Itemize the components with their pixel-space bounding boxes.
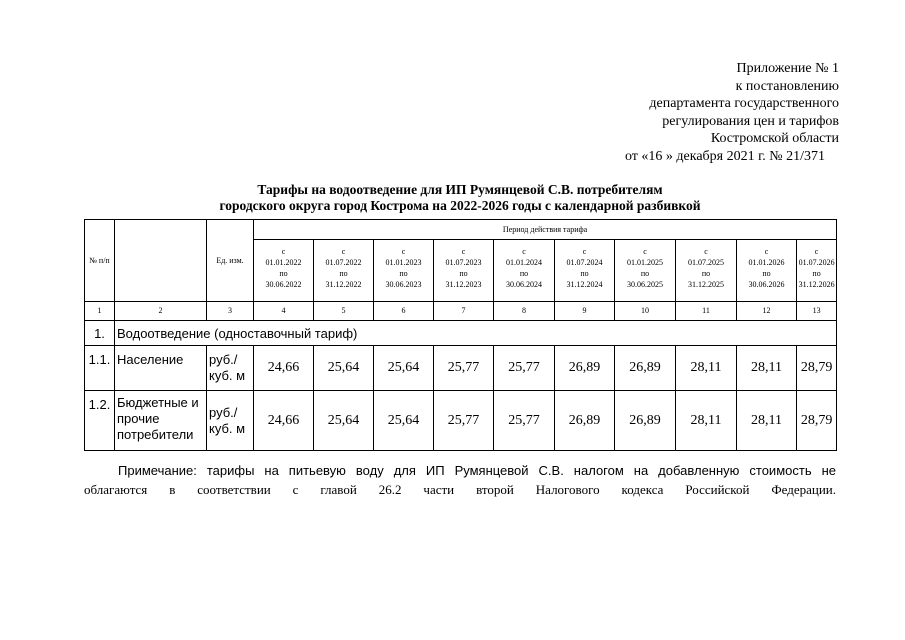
- period-cell: с 01.07.2022 по 31.12.2022: [314, 240, 374, 302]
- tariff-value: 26,89: [555, 346, 615, 391]
- column-number: 6: [374, 302, 434, 321]
- period-cell: с 01.07.2026 по 31.12.2026: [797, 240, 837, 302]
- tariff-value: 25,77: [434, 346, 494, 391]
- column-number: 13: [797, 302, 837, 321]
- period-cell: с 01.01.2026 по 30.06.2026: [737, 240, 797, 302]
- column-number: 2: [115, 302, 207, 321]
- tariff-value: 28,11: [737, 391, 797, 451]
- section-label: Водоотведение (одноставочный тариф): [115, 321, 837, 346]
- col-header-name: [115, 220, 207, 302]
- row-num: 1.1.: [85, 346, 115, 391]
- header-line: Приложение № 1: [736, 61, 839, 76]
- row-name: Бюджетные и прочие потребители: [115, 391, 207, 451]
- period-cell: с 01.07.2025 по 31.12.2025: [676, 240, 737, 302]
- header-line: от «16 » декабря 2021 г. № 21/371: [624, 148, 825, 164]
- column-number: 1: [85, 302, 115, 321]
- column-number-row: [85, 302, 837, 321]
- tariff-value: 25,77: [494, 391, 555, 451]
- period-cell: с 01.07.2024 по 31.12.2024: [555, 240, 615, 302]
- title-line-1: Тарифы на водоотведение для ИП Румянцевой С.В. потребителям: [257, 182, 663, 197]
- period-cell: с 01.01.2023 по 30.06.2023: [374, 240, 434, 302]
- table-row: [85, 391, 837, 451]
- note: [84, 461, 836, 499]
- tariff-value: 28,11: [676, 346, 737, 391]
- section-row: [85, 321, 837, 346]
- column-number: 12: [737, 302, 797, 321]
- tariff-value: 28,79: [797, 346, 837, 391]
- period-header: Период действия тарифа: [254, 220, 837, 240]
- tariff-value: 24,66: [254, 346, 314, 391]
- tariff-value: 25,77: [494, 346, 555, 391]
- column-number: 7: [434, 302, 494, 321]
- note-line-1: Примечание: тарифы на питьевую воду для ИП Румянцевой С.В. налогом на добавленную стоимость не: [118, 463, 836, 478]
- note-line-2: облагаются в соответствии с главой 26.2 части второй Налогового кодекса Российской Федерации.: [84, 482, 836, 497]
- header-line: регулирования цен и тарифов: [662, 113, 839, 129]
- tariff-value: 28,11: [676, 391, 737, 451]
- title-line-2: городского округа город Кострома на 2022-2026 годы с календарной разбивкой: [219, 198, 701, 213]
- column-number: 8: [494, 302, 555, 321]
- tariff-value: 25,64: [374, 391, 434, 451]
- tariff-value: 28,79: [797, 391, 837, 451]
- col-header-num: № п/п: [85, 220, 115, 302]
- tariff-value: 25,64: [374, 346, 434, 391]
- row-unit: руб./ куб. м: [207, 346, 254, 391]
- table-row: [85, 346, 837, 391]
- period-cell: с 01.07.2023 по 31.12.2023: [434, 240, 494, 302]
- tariff-value: 26,89: [615, 346, 676, 391]
- column-number: 9: [555, 302, 615, 321]
- row-name: Население: [115, 346, 207, 391]
- tariff-value: 25,64: [314, 391, 374, 451]
- column-number: 5: [314, 302, 374, 321]
- column-number: 11: [676, 302, 737, 321]
- header-line: к постановлению: [735, 78, 839, 94]
- column-number: 10: [615, 302, 676, 321]
- col-header-unit: Ед. изм.: [207, 220, 254, 302]
- column-number: 3: [207, 302, 254, 321]
- header-line: Костромской области: [710, 131, 839, 146]
- tariff-table: [84, 219, 837, 451]
- header-line: департамента государственного: [649, 96, 839, 111]
- tariff-value: 25,64: [314, 346, 374, 391]
- period-cell: с 01.01.2024 по 30.06.2024: [494, 240, 555, 302]
- row-num: 1.2.: [85, 391, 115, 451]
- section-num: 1.: [85, 321, 115, 346]
- tariff-value: 26,89: [615, 391, 676, 451]
- row-unit: руб./ куб. м: [207, 391, 254, 451]
- period-cell: с 01.01.2022 по 30.06.2022: [254, 240, 314, 302]
- column-number: 4: [254, 302, 314, 321]
- tariff-value: 25,77: [434, 391, 494, 451]
- tariff-value: 26,89: [555, 391, 615, 451]
- period-cell: с 01.01.2025 по 30.06.2025: [615, 240, 676, 302]
- tariff-value: 28,11: [737, 346, 797, 391]
- tariff-value: 24,66: [254, 391, 314, 451]
- appendix-header: [539, 60, 839, 165]
- document-title: [84, 182, 836, 214]
